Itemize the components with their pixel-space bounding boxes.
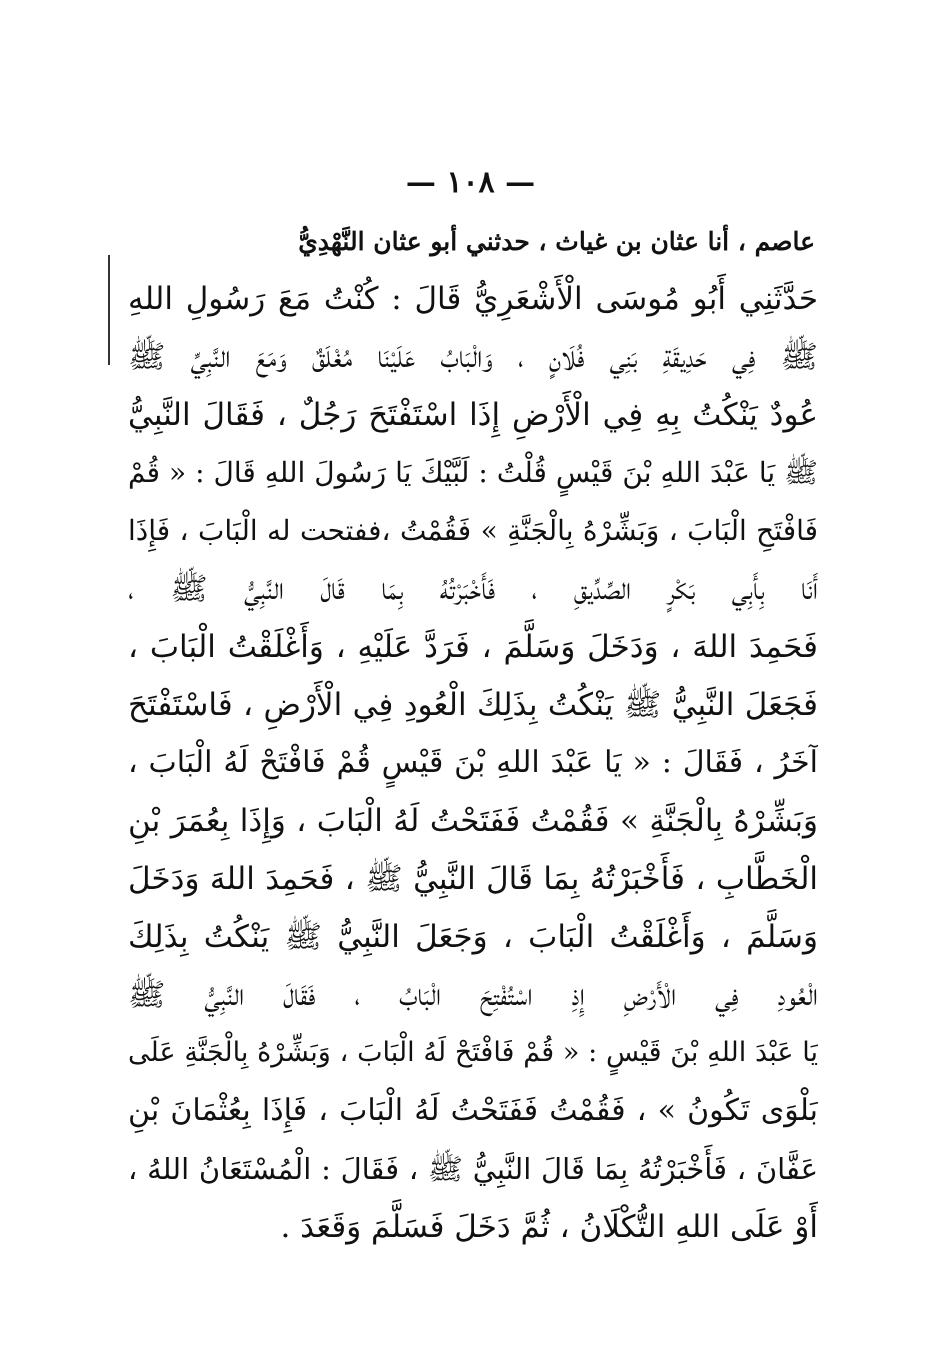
text-line: الْخَطَّابِ ، فَأَخْبَرْتُهُ بِمَا قَالَ النَّبِيُّ ﷺ ، فَحَمِدَ اللهَ وَدَخَلَ: [128, 861, 818, 897]
text-line: وَبَشِّرْهُ بِالْجَنَّةِ » فَقُمْتُ فَفَتَحْتُ لَهُ الْبَابَ ، وَإِذَا بِعُمَرَ بْنِ: [128, 803, 818, 839]
text-line: عُودٌ يَنْكُتُ بِهِ فِي الْأَرْضِ إِذَا اسْتَفْتَحَ رَجُلٌ ، فَقَالَ النَّبِيُّ: [128, 397, 818, 433]
page-number: — ١٠٨ —: [405, 165, 536, 200]
text-line: الْعُودِ فِي الْأَرْضِ إِذِ اسْتُفْتِحَ الْبَابُ ، فَقَالَ النَّبِيُّ ﷺ: [128, 977, 818, 1013]
hadith-body-text: [128, 270, 818, 1256]
text-line-last: أَوْ عَلَى اللهِ التُّكْلَانُ ، ثُمَّ دَخَلَ فَسَلَّمَ وَقَعَدَ .: [280, 1209, 818, 1245]
text-line: حَدَّثَنِي أَبُو مُوسَى الْأَشْعَرِيُّ قَالَ : كُنْتُ مَعَ رَسُولِ اللهِ: [128, 281, 818, 317]
text-line: آخَرُ ، فَقَالَ : « يَا عَبْدَ اللهِ بْنَ قَيْسٍ قُمْ فَافْتَحْ لَهُ الْبَابَ ،: [128, 745, 818, 780]
text-line: وَسَلَّمَ ، وَأَغْلَقْتُ الْبَابَ ، وَجَعَلَ النَّبِيُّ ﷺ يَنْكُتُ بِذَلِكَ: [128, 919, 818, 955]
text-line: يَا عَبْدَ اللهِ بْنَ قَيْسٍ : « قُمْ فَافْتَحْ لَهُ الْبَابَ ، وَبَشِّرْهُ بِالْجَنَّةِ عَلَى: [128, 1037, 818, 1068]
text-line: فَجَعَلَ النَّبِيُّ ﷺ يَنْكُتُ بِذَلِكَ الْعُودِ فِي الْأَرْضِ ، فَاسْتَفْتَحَ: [128, 687, 818, 723]
isnad-header-line: عاصم ، أنا عثان بن غياث ، حدثني أبو عثان النَّهْدِيُّ: [298, 227, 815, 256]
text-line: أَنَا بِأَبِي بَكْرٍ الصِّدِّيقِ ، فَأَخْبَرْتُهُ بِمَا قَالَ النَّبِيُّ ﷺ ،: [128, 571, 818, 607]
text-line: ﷺ فِي حَدِيقَةِ بَنِي فُلَانٍ ، وَالْبَابُ عَلَيْنَا مُغْلَقٌ وَمَعَ النَّبِيِّ ﷺ: [128, 339, 818, 375]
margin-rule: [108, 255, 110, 365]
text-line: بَلْوَى تَكُونُ » ، فَقُمْتُ فَفَتَحْتُ لَهُ الْبَابَ ، فَإِذَا بِعُثْمَانَ بْنِ: [128, 1093, 818, 1128]
text-line: عَفَّانَ ، فَأَخْبَرْتُهُ بِمَا قَالَ النَّبِيُّ ﷺ ، فَقَالَ : الْمُسْتَعَانُ اللهُ ،: [128, 1152, 818, 1186]
text-line: ﷺ يَا عَبْدَ اللهِ بْنَ قَيْسٍ قُلْتُ : لَبَّيْكَ يَا رَسُولَ اللهِ قَالَ : « قُمْ: [128, 456, 818, 489]
text-line: فَافْتَحِ الْبَابَ ، وَبَشِّرْهُ بِالْجَنَّةِ » فَقُمْتُ ،ففتحت له الْبَابَ ، فَإِذَا: [128, 514, 818, 547]
text-line: فَحَمِدَ اللهَ ، وَدَخَلَ وَسَلَّمَ ، فَرَدَّ عَلَيْهِ ، وَأَغْلَقْتُ الْبَابَ ،: [128, 629, 818, 665]
